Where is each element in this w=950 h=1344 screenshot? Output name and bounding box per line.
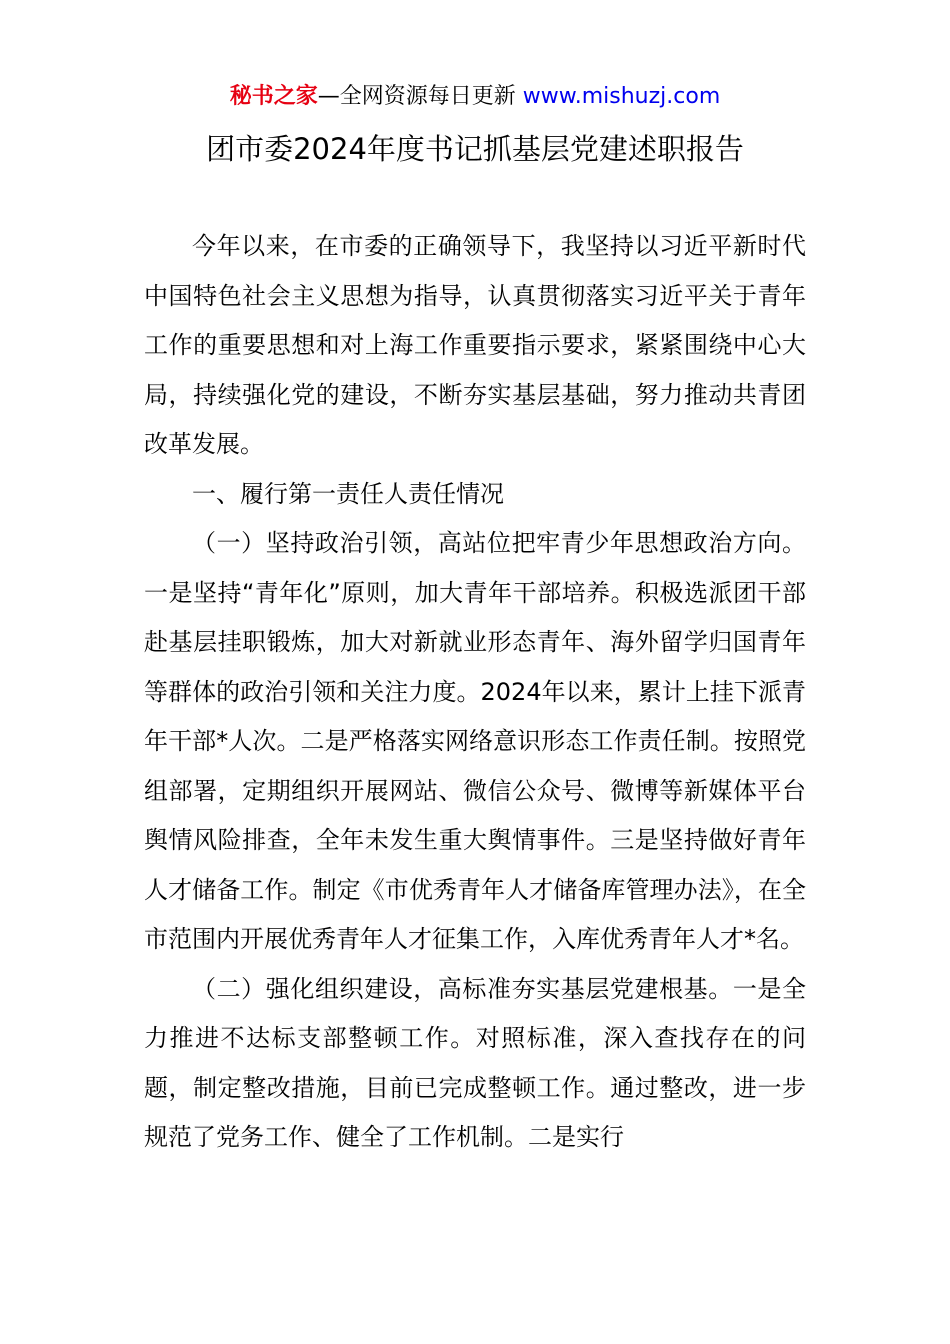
section-heading: 一、履行第一责任人责任情况 <box>192 479 504 508</box>
site-header <box>0 80 950 114</box>
paragraph-intro: 今年以来，在市委的正确领导下，我坚持以习近平新时代中国特色社会主义思想为指导，认真贯彻落实习近平关于青年工作的重要思想和对上海工作重要指示要求，紧紧围绕中心大局，持续强化党的建设，不断夯实基层基础，努力推动共青团改革发展。 <box>144 232 806 458</box>
paragraph-political-guidance: （一）坚持政治引领，高站位把牢青少年思想政治方向。一是坚持“青年化”原则，加大青年干部培养。积极选派团干部赴基层挂职锻炼，加大对新就业形态青年、海外留学归国青年等群体的政治引领和关注力度。2024年以来，累计上挂下派青年干部*人次。二是严格落实网络意识形态工作责任制。按照党组部署，定期组织开展网站、微信公众号、微博等新媒体平台舆情风险排查，全年未发生重大舆情事件。三是坚持做好青年人才储备工作。制定《市优秀青年人才储备库管理办法》，在全市范围内开展优秀青年人才征集工作，入库优秀青年人才*名。 <box>144 529 806 953</box>
document-body <box>144 222 806 1163</box>
site-brand: 秘书之家 <box>229 84 318 109</box>
document-title: 团市委2024年度书记抓基层党建述职报告 <box>206 132 744 166</box>
site-url-link[interactable]: www.mishuzj.com <box>522 84 721 109</box>
paragraph-organization-building: （二）强化组织建设，高标准夯实基层党建根基。一是全力推进不达标支部整顿工作。对照标准，深入查找存在的问题，制定整改措施，目前已完成整顿工作。通过整改，进一步规范了党务工作、健全了工作机制。二是实行 <box>144 974 806 1151</box>
site-slogan: —全网资源每日更新 <box>317 84 516 109</box>
